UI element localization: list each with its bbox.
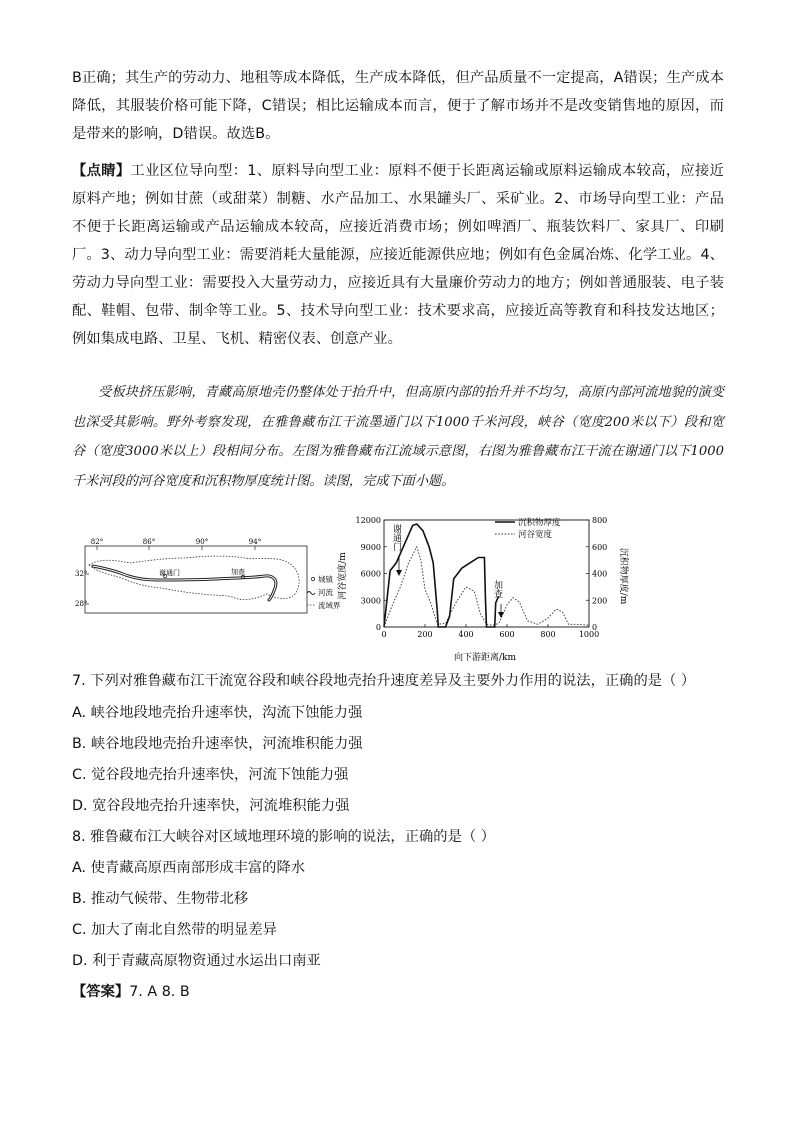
answer-tag: 【答案】 bbox=[72, 984, 130, 1000]
legend-town-symbol bbox=[311, 577, 314, 580]
series-line-sediment-thickness bbox=[384, 524, 499, 627]
place-label-jiacha: 加查 bbox=[231, 568, 245, 576]
x-tick-label: 600 bbox=[499, 630, 515, 639]
question-8-option-a[interactable]: A. 使青藏高原西南部形成丰富的降水 bbox=[72, 860, 306, 876]
question-7-option-c[interactable]: C. 觉谷段地壳抬升速率快，河流下蚀能力强 bbox=[72, 767, 349, 783]
y-axis-title-left: 河谷宽度/m bbox=[338, 552, 348, 600]
y-left-tick-label: 12000 bbox=[355, 516, 381, 525]
x-tick-label: 800 bbox=[540, 630, 556, 639]
reading-passage bbox=[72, 378, 724, 496]
reading-passage-text: 受板块挤压影响，青藏高原地壳仍整体处于抬升中，但高原内部的抬升并不均匀，高原内部河流地貌的演变也深受其影响。野外考察发现，在雅鲁藏布江干流墨通门以下1000千米河段，峡谷（宽度200米以下）段和宽谷（宽度3000米以上）段相间分布。左图为雅鲁藏布江流域示意图，右图为雅鲁藏布江干流在谢通门以下1000千米河段的河谷宽度和沉积物厚度统计图。读图，完成下面小题。 bbox=[72, 385, 724, 489]
question-8-option-b[interactable]: B. 推动气候带、生物带北移 bbox=[72, 891, 249, 907]
x-axis-title: 向下游距离/km bbox=[453, 653, 517, 663]
question-8-option-c[interactable]: C. 加大了南北自然带的明显差异 bbox=[72, 922, 277, 938]
lon-label: 94° bbox=[248, 538, 262, 546]
x-tick-label: 0 bbox=[381, 630, 387, 639]
analysis-paragraph: B正确；其生产的劳动力、地租等成本降低，生产成本降低，但产品质量不一定提高，A错误；生产成本降低，其服装价格可能下降，C错误；相比运输成本而言，便于了解市场并不是改变销售地的原因，而是带来的影响，D错误。故选B。 bbox=[72, 70, 724, 142]
y-axis-title-right: 沉积物厚度/m bbox=[618, 547, 628, 605]
river-main bbox=[93, 566, 276, 600]
chart-legend-width: 河谷宽度 bbox=[518, 530, 553, 540]
dianjing-tag: 【点睛】 bbox=[72, 163, 131, 179]
dianjing-text: 工业区位导向型：1、原料导向型工业：原料不便于长距离运输或原料运输成本较高，应接近原料产地；例如甘蔗（或甜菜）制糖、水产品加工、水果罐头厂、采矿业。2、市场导向型工业：产品不便于长距离运输或产品运输成本较高，应接近消费市场；例如啤酒厂、瓶装饮料厂、家具厂、印刷厂。3、动力导向型工业：需要消耗大量能源，应接近能源供应地；例如有色金属冶炼、化学工业。4、劳动力导向型工业：需要投入大量劳动力，应接近具有大量廉价劳动力的地方；例如普通服装、电子装配、鞋帽、包带、制伞等工业。5、技术导向型工业：技术要求高，应接近高等教育和科技发达地区；例如集成电路、卫星、飞机、精密仪表、创意产业。 bbox=[72, 163, 724, 347]
lon-label: 82° bbox=[90, 538, 104, 546]
annotation-jiacha: 加查 bbox=[492, 580, 502, 598]
y-right-tick-label: 400 bbox=[592, 569, 608, 579]
y-left-tick-label: 3000 bbox=[360, 596, 381, 606]
annotation-arrowhead bbox=[498, 612, 504, 618]
basin-map bbox=[75, 538, 341, 613]
dianjing-paragraph bbox=[72, 157, 724, 353]
lon-label: 86° bbox=[142, 538, 156, 546]
answer-line bbox=[72, 982, 190, 1002]
valley-chart bbox=[336, 516, 630, 663]
legend-river: 河流 bbox=[318, 588, 333, 597]
question-7-stem: 7. 下列对雅鲁藏布江干流宽谷段和峡谷段地壳抬升速度差异及主要外力作用的说法，正确的是（ ） bbox=[72, 673, 696, 689]
basin-boundary bbox=[89, 556, 299, 600]
y-right-tick-label: 0 bbox=[592, 623, 598, 632]
y-left-tick-label: 9000 bbox=[360, 542, 381, 552]
x-tick-label: 400 bbox=[458, 630, 474, 639]
legend-boundary: 流域界 bbox=[318, 601, 341, 610]
answer-items: 7. A 8. B bbox=[129, 984, 190, 1000]
chart-legend-sediment: 沉积物厚度 bbox=[518, 518, 561, 528]
legend-town: 城镇 bbox=[318, 575, 333, 584]
y-left-tick-label: 6000 bbox=[360, 569, 381, 579]
annotation-arrowhead bbox=[396, 570, 402, 576]
legend-river-symbol bbox=[307, 592, 315, 595]
x-tick-label: 1000 bbox=[578, 630, 600, 639]
question-7-option-d[interactable]: D. 宽谷段地壳抬升速率快，河流堆积能力强 bbox=[72, 798, 350, 814]
annotation-xietongmen: 谢通门 bbox=[391, 524, 401, 551]
question-7-option-a[interactable]: A. 峡谷地段地壳抬升速率快，沟流下蚀能力强 bbox=[72, 705, 363, 721]
y-right-tick-label: 600 bbox=[592, 542, 608, 552]
figure bbox=[75, 508, 628, 663]
question-7-option-b[interactable]: B. 峡谷地段地壳抬升速率快，河流堆积能力强 bbox=[72, 736, 363, 752]
y-right-tick-label: 200 bbox=[592, 596, 608, 606]
lon-label: 90° bbox=[195, 538, 209, 546]
y-right-tick-label: 800 bbox=[592, 516, 608, 525]
lat-label: 28° bbox=[75, 600, 88, 608]
y-left-tick-label: 0 bbox=[375, 623, 381, 632]
question-8-stem: 8. 雅鲁藏布江大峡谷对区域地理环境的影响的说法，正确的是（ ） bbox=[72, 829, 496, 845]
question-8-option-d[interactable]: D. 利于青藏高原物资通过水运出口南亚 bbox=[72, 953, 321, 969]
x-tick-label: 200 bbox=[417, 630, 433, 639]
place-label-xietongmen: 谢通门 bbox=[159, 569, 180, 577]
lat-label: 32° bbox=[75, 570, 88, 578]
